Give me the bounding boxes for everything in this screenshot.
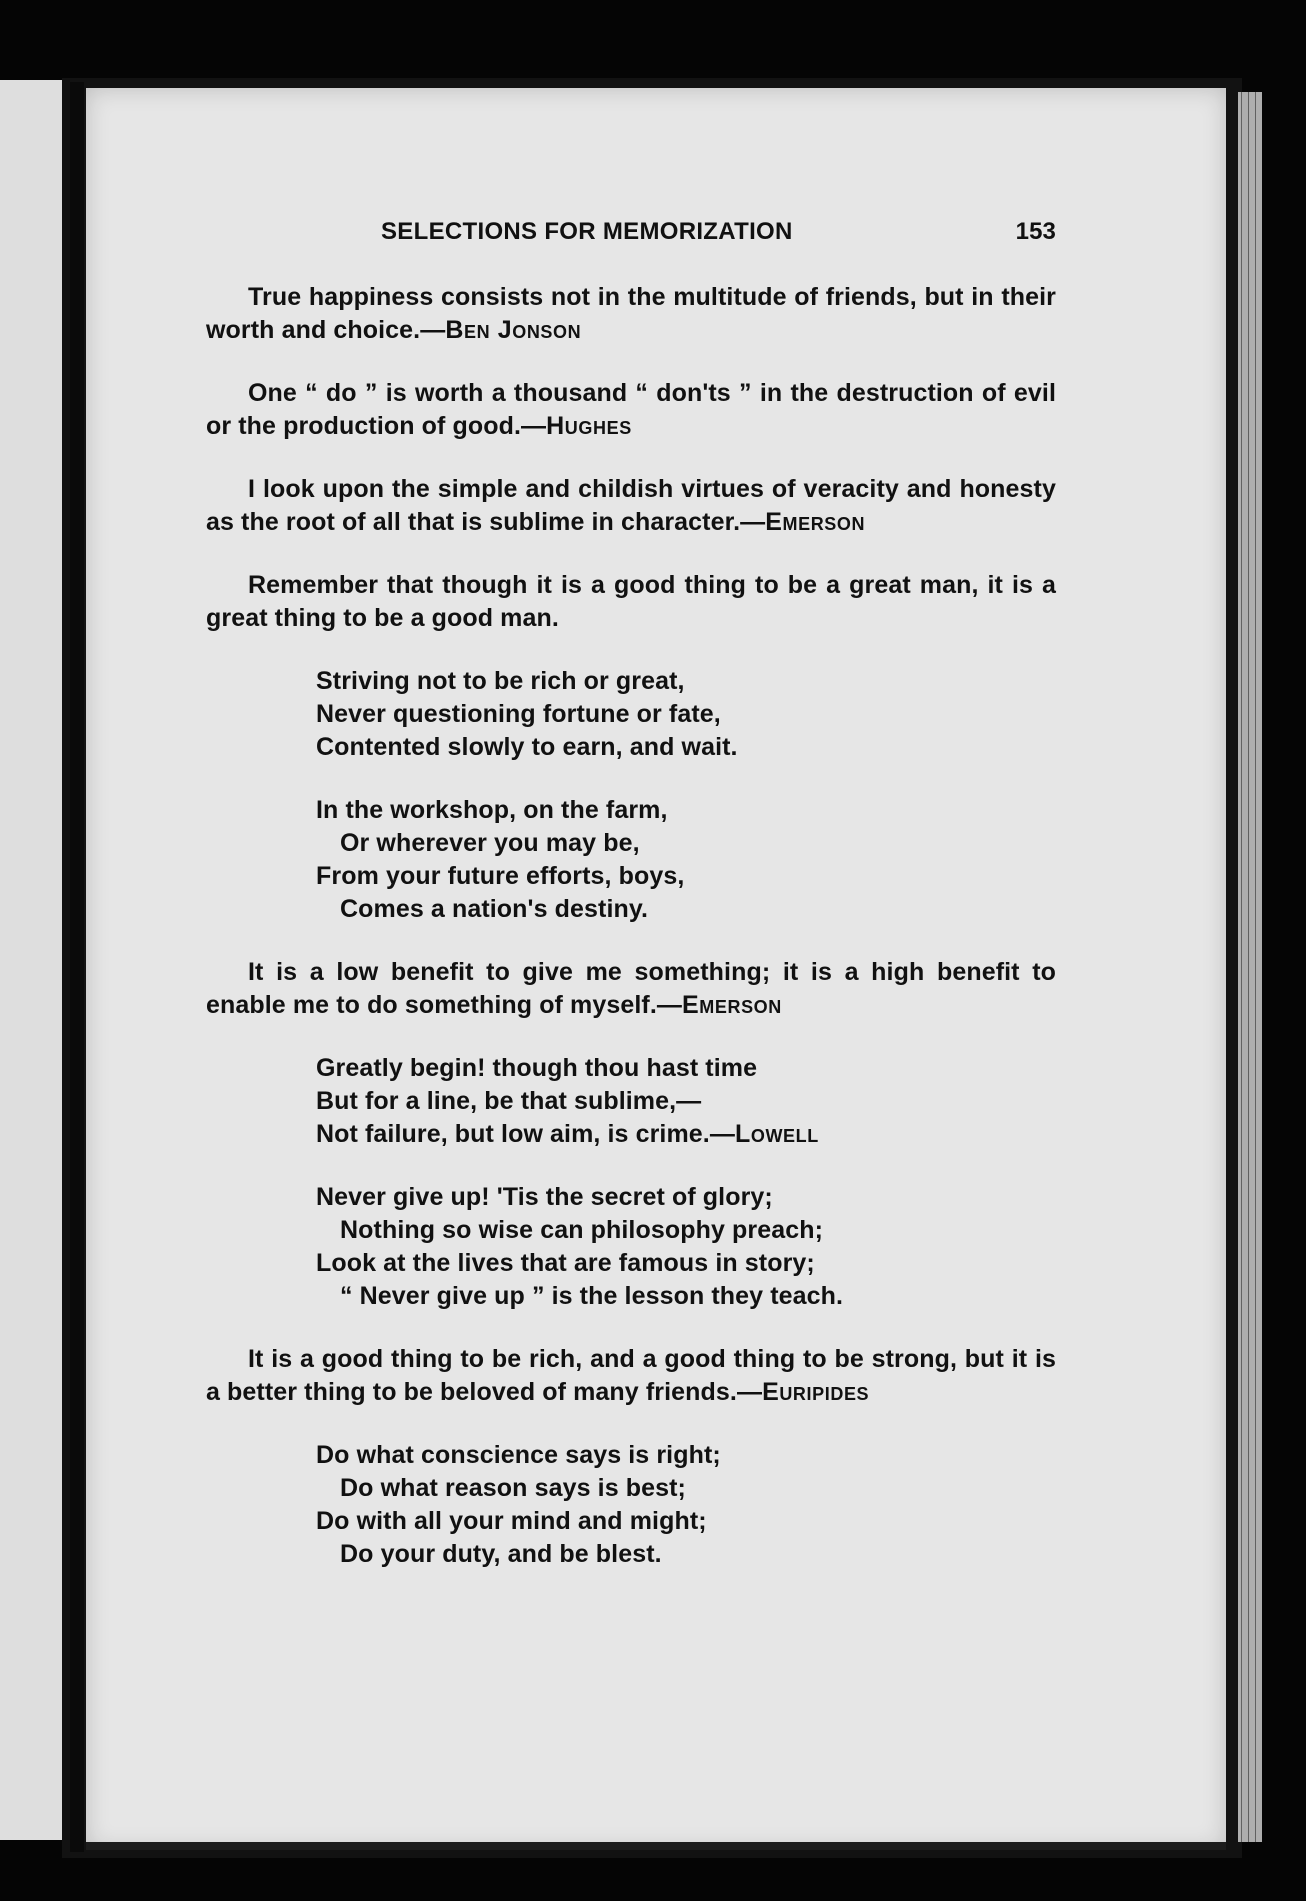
selection-euripides <box>206 1343 1056 1409</box>
left-page-edge <box>0 80 62 1840</box>
selection-text: True happiness consists not in the multitude of friends, but in their worth and choice.—Ben Jonson <box>206 283 1056 344</box>
selection-author: Euripides <box>762 1378 870 1406</box>
selection-text: One “ do ” is worth a thousand “ don'ts ” in the destruction of evil or the production of good.—Hughes <box>206 379 1056 440</box>
verse-line: Look at the lives that are famous in story; <box>316 1249 815 1277</box>
selection-ben-jonson <box>206 281 1056 347</box>
selection-emerson-veracity <box>206 473 1056 539</box>
verse-line: Nothing so wise can philosophy preach; <box>340 1216 824 1244</box>
verse-workshop <box>316 794 1056 926</box>
verse-lowell <box>316 1052 1056 1151</box>
verse-line: Never give up! 'Tis the secret of glory; <box>316 1183 773 1211</box>
verse-line: Greatly begin! though thou hast time <box>316 1054 758 1082</box>
verse-line: Do your duty, and be blest. <box>340 1540 662 1568</box>
verse-line: Do with all your mind and might; <box>316 1507 707 1535</box>
page-content <box>206 215 1056 1601</box>
verse-line: In the workshop, on the farm, <box>316 796 668 824</box>
verse-striving <box>316 665 1056 764</box>
selection-good-man <box>206 569 1056 635</box>
verse-line: But for a line, be that sublime,— <box>316 1087 702 1115</box>
verse-line: Comes a nation's destiny. <box>340 895 649 923</box>
selection-text: Remember that though it is a good thing to be a great man, it is a great thing to be a good man. <box>206 571 1056 632</box>
selection-author: Emerson <box>765 508 866 536</box>
verse-line: Not failure, but low aim, is crime.—Lowell <box>316 1120 819 1148</box>
selection-emerson-benefit <box>206 956 1056 1022</box>
selection-text: I look upon the simple and childish virtues of veracity and honesty as the root of all that is sublime in character.—Emerson <box>206 475 1056 536</box>
page-number: 153 <box>1015 218 1056 245</box>
verse-author: Lowell <box>734 1120 819 1148</box>
verse-line: Contented slowly to earn, and wait. <box>316 733 738 761</box>
bottom-page-edge <box>86 1842 1226 1850</box>
selection-text: It is a good thing to be rich, and a good thing to be strong, but it is a better thing to be beloved of many friends.—Euripides <box>206 1345 1056 1406</box>
book-spine <box>70 82 84 1852</box>
verse-never-give-up <box>316 1181 1056 1313</box>
running-title: SELECTIONS FOR MEMORIZATION <box>381 218 793 245</box>
verse-line: Or wherever you may be, <box>340 829 640 857</box>
verse-line: Never questioning fortune or fate, <box>316 700 721 728</box>
verse-line: “ Never give up ” is the lesson they teach. <box>340 1282 844 1310</box>
verse-line: Do what conscience says is right; <box>316 1441 721 1469</box>
running-head <box>206 215 1056 255</box>
verse-line: Striving not to be rich or great, <box>316 667 685 695</box>
verse-line: Do what reason says is best; <box>340 1474 686 1502</box>
right-page-edges <box>1238 92 1262 1842</box>
selection-author: Emerson <box>682 991 782 1019</box>
selection-hughes <box>206 377 1056 443</box>
verse-conscience <box>316 1439 1056 1571</box>
selection-text: It is a low benefit to give me something; it is a high benefit to enable me to do something of myself.—Emerson <box>206 958 1056 1019</box>
verse-line: From your future efforts, boys, <box>316 862 685 890</box>
selection-author: Ben Jonson <box>445 316 582 344</box>
selection-author: Hughes <box>546 412 632 440</box>
